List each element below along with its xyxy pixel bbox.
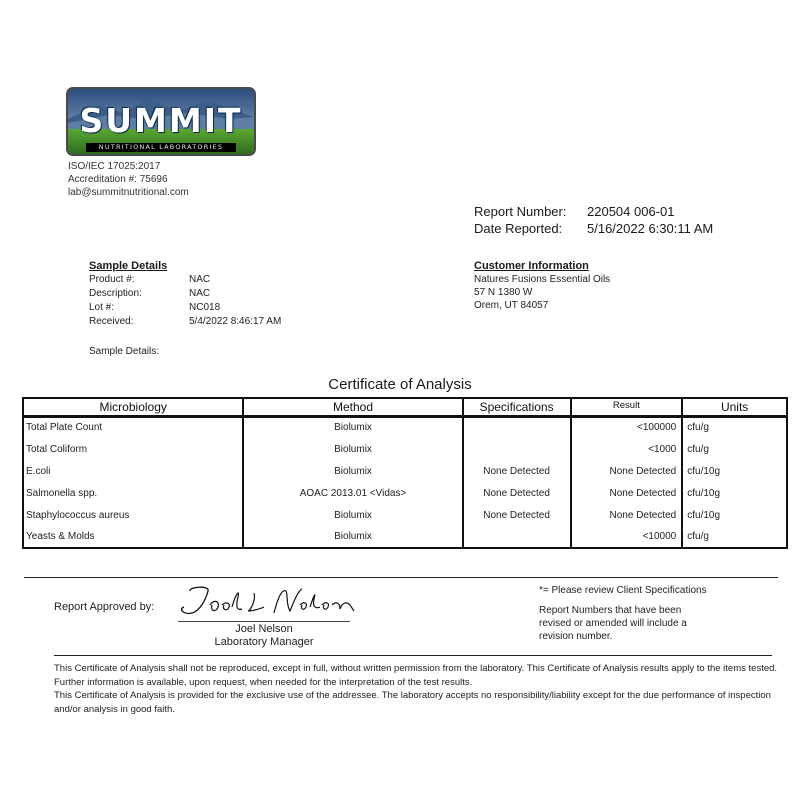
disclaimer-paragraph: This Certificate of Analysis shall not be reproduced, except in full, without written permission from the laboratory. This Certificate of Analysis results apply to the items tested. Further information is available, upon request, when needed for the interpretation of the test results. xyxy=(54,663,778,688)
note-revision-line: revision number. xyxy=(539,631,613,642)
cell-result: None Detected xyxy=(571,460,683,482)
accreditation-number: Accreditation #: 75696 xyxy=(68,174,168,185)
cell-test: Yeasts & Molds xyxy=(23,526,243,548)
cell-result: <100000 xyxy=(571,416,683,438)
cell-units: cfu/10g xyxy=(682,460,787,482)
sample-field-value: NAC xyxy=(189,288,211,299)
cell-method: Biolumix xyxy=(243,504,462,526)
cell-method: Biolumix xyxy=(243,438,462,460)
sample-field xyxy=(89,273,281,286)
header-microbiology: Microbiology xyxy=(23,398,243,416)
report-approved-label: Report Approved by: xyxy=(54,601,155,613)
sample-field xyxy=(89,287,281,300)
cell-test: Staphylococcus aureus xyxy=(23,504,243,526)
cell-spec: None Detected xyxy=(463,504,571,526)
cell-units: cfu/g xyxy=(682,416,787,438)
sample-field-value: NAC xyxy=(189,274,211,285)
sample-field xyxy=(89,315,281,328)
cell-result: None Detected xyxy=(571,504,683,526)
cell-method: Biolumix xyxy=(243,460,462,482)
sample-field-label: Description: xyxy=(89,288,142,299)
summit-logo xyxy=(66,87,256,156)
notes-block xyxy=(539,584,769,643)
customer-name: Natures Fusions Essential Oils xyxy=(474,274,611,285)
signer-title: Laboratory Manager xyxy=(214,636,314,648)
cell-result: None Detected xyxy=(571,482,683,504)
cell-test: Total Coliform xyxy=(23,438,243,460)
cell-units: cfu/10g xyxy=(682,482,787,504)
cell-spec xyxy=(463,526,571,548)
disclaimer xyxy=(54,662,779,716)
sample-details-heading: Sample Details xyxy=(89,260,168,272)
sample-field-label: Lot #: xyxy=(89,302,115,313)
cell-units: cfu/g xyxy=(682,438,787,460)
cell-spec xyxy=(463,438,571,460)
customer-address-line1: 57 N 1380 W xyxy=(474,287,533,298)
cell-units: cfu/g xyxy=(682,526,787,548)
report-number: 220504 006-01 xyxy=(587,204,675,219)
table-row xyxy=(23,438,787,460)
cell-result: <10000 xyxy=(571,526,683,548)
table-row xyxy=(23,526,787,548)
date-reported-label: Date Reported: xyxy=(474,221,563,236)
disclaimer-paragraph: This Certificate of Analysis is provided for the exclusive use of the addressee. The laboratory accepts no responsibility/liability except for the due performance of inspection and/or analysis in good faith. xyxy=(54,690,771,715)
report-meta xyxy=(474,203,713,237)
signature xyxy=(170,583,360,623)
table-header-row xyxy=(23,398,787,416)
cell-spec xyxy=(463,416,571,438)
sample-details-label: Sample Details: xyxy=(89,346,160,357)
report-number-label: Report Number: xyxy=(474,204,567,219)
date-reported: 5/16/2022 6:30:11 AM xyxy=(587,221,714,236)
header-specifications: Specifications xyxy=(463,398,571,416)
sample-field xyxy=(89,301,281,314)
lab-email: lab@summitnutritional.com xyxy=(68,187,189,198)
results-table xyxy=(22,397,788,549)
cell-spec: None Detected xyxy=(463,460,571,482)
customer-address-line2: Orem, UT 84057 xyxy=(474,300,549,311)
table-row xyxy=(23,482,787,504)
table-row xyxy=(23,504,787,526)
signature-line xyxy=(178,621,350,622)
customer-heading: Customer Information xyxy=(474,260,589,272)
sample-details xyxy=(89,260,281,328)
cell-spec: None Detected xyxy=(463,482,571,504)
customer-information xyxy=(474,260,610,312)
header-units: Units xyxy=(682,398,787,416)
cell-test: E.coli xyxy=(23,460,243,482)
divider xyxy=(54,655,772,656)
cell-test: Total Plate Count xyxy=(23,416,243,438)
divider xyxy=(24,577,778,578)
sample-field-value: 5/4/2022 8:46:17 AM xyxy=(189,316,282,327)
sample-field-value: NC018 xyxy=(189,302,221,313)
note-revision-line: Report Numbers that have been xyxy=(539,605,682,616)
signer-block xyxy=(178,623,350,649)
cell-method: Biolumix xyxy=(243,526,462,548)
header-method: Method xyxy=(243,398,462,416)
signer-name: Joel Nelson xyxy=(235,623,293,635)
sample-field-label: Product #: xyxy=(89,274,135,285)
note-specifications: *= Please review Client Specifications xyxy=(539,585,707,596)
cell-test: Salmonella spp. xyxy=(23,482,243,504)
accreditation-block xyxy=(68,160,189,199)
iso-standard: ISO/IEC 17025:2017 xyxy=(68,161,161,172)
table-row xyxy=(23,460,787,482)
header-result: Result xyxy=(571,398,683,416)
table-row xyxy=(23,416,787,438)
cell-units: cfu/10g xyxy=(682,504,787,526)
logo-wordmark: SUMMIT xyxy=(79,101,243,140)
cell-result: <1000 xyxy=(571,438,683,460)
sample-field-label: Received: xyxy=(89,316,134,327)
certificate-title: Certificate of Analysis xyxy=(328,376,472,393)
cell-method: Biolumix xyxy=(243,416,462,438)
note-revision-line: revised or amended will include a xyxy=(539,618,687,629)
logo-tagline: NUTRITIONAL LABORATORIES xyxy=(86,143,236,152)
cell-method: AOAC 2013.01 <Vidas> xyxy=(243,482,462,504)
